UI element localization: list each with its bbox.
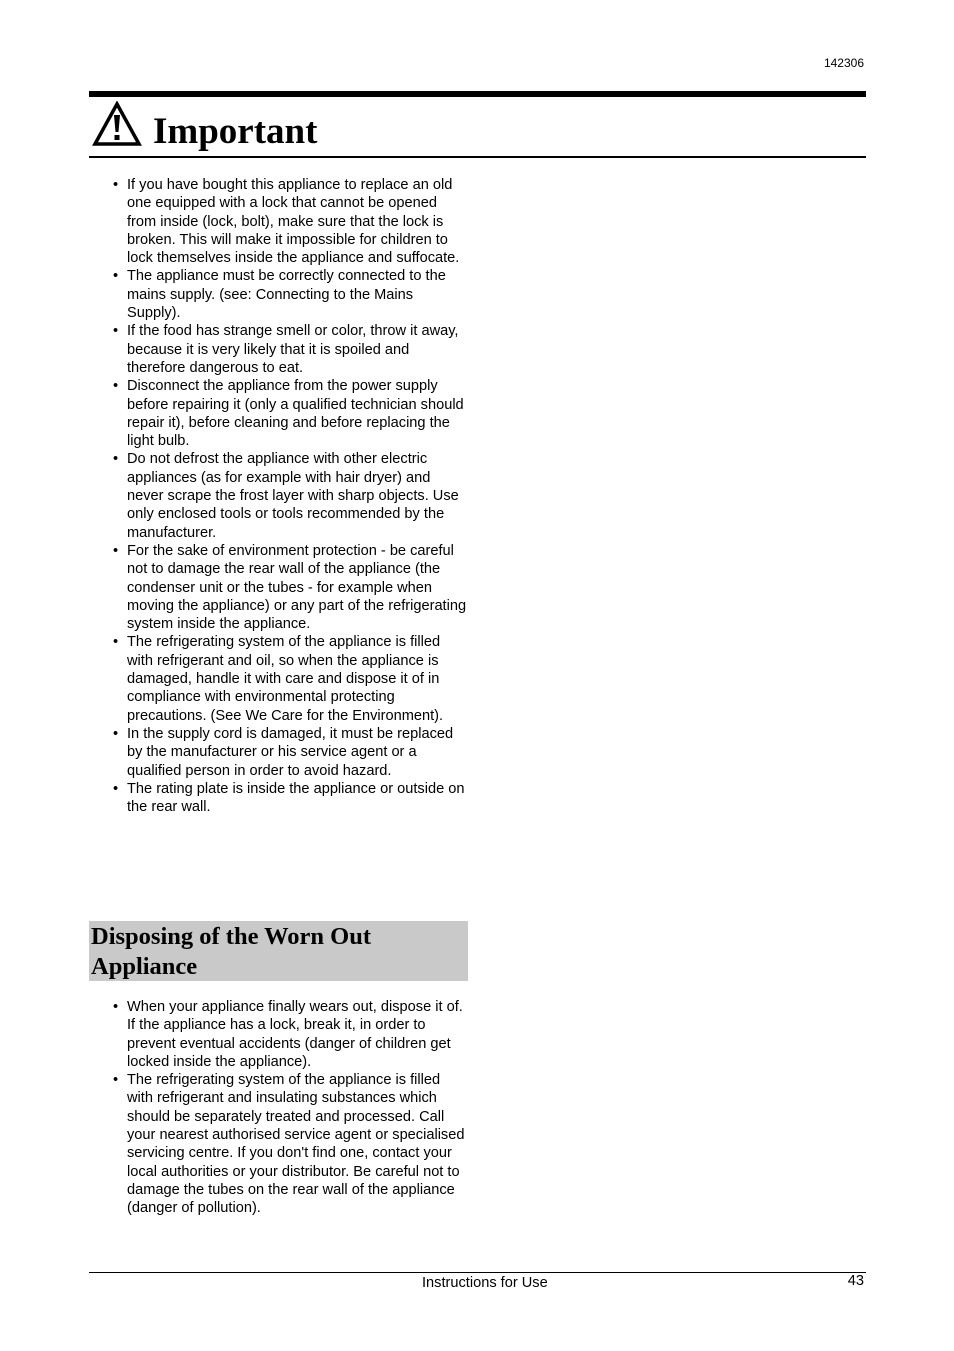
warning-triangle-icon bbox=[92, 101, 142, 147]
disposing-list bbox=[89, 998, 469, 1218]
disposing-section-header bbox=[89, 921, 468, 981]
list-item: • Disconnect the appliance from the power supply before repairing it (only a qualified technician should repair it), before cleaning and before replacing the light bulb. bbox=[89, 377, 469, 450]
important-list bbox=[89, 176, 469, 816]
list-item: • When your appliance finally wears out, dispose it of. If the appliance has a lock, break it, in order to prevent eventual accidents (danger of children get locked inside the appliance). bbox=[89, 998, 469, 1071]
list-item: • For the sake of environment protection - be careful not to damage the rear wall of the appliance (the condenser unit or the tubes - for example when moving the appliance) or any part of the refrigerating system inside the appliance. bbox=[89, 542, 469, 633]
footer-title: Instructions for Use bbox=[422, 1275, 548, 1291]
important-list-column bbox=[89, 176, 469, 816]
list-item: • The appliance must be correctly connected to the mains supply. (see: Connecting to the Mains Supply). bbox=[89, 267, 469, 322]
disposing-list-column bbox=[89, 998, 469, 1218]
document-code: 142306 bbox=[823, 56, 864, 70]
important-heading bbox=[89, 97, 866, 158]
list-item: • In the supply cord is damaged, it must be replaced by the manufacturer or his service agent or a qualified person in order to avoid hazard. bbox=[89, 725, 469, 780]
section-title: Disposing of the Worn Out Appliance bbox=[91, 923, 371, 980]
list-item: • If the food has strange smell or color, throw it away, because it is very likely that it is spoiled and therefore dangerous to eat. bbox=[89, 322, 469, 377]
list-item: • If you have bought this appliance to replace an old one equipped with a lock that cannot be opened from inside (lock, bolt), make sure that the lock is broken. This will make it impossible for children to lock themselves inside the appliance and suffocate. bbox=[89, 176, 469, 267]
list-item: • The rating plate is inside the appliance or outside on the rear wall. bbox=[89, 780, 469, 817]
list-item: • Do not defrost the appliance with other electric appliances (as for example with hair dryer) and never scrape the frost layer with sharp objects. Use only enclosed tools or tools recommended by the manufacturer. bbox=[89, 450, 469, 541]
page-number: 43 bbox=[847, 1273, 864, 1289]
footer-rule bbox=[89, 1272, 866, 1273]
list-item: • The refrigerating system of the appliance is filled with refrigerant and oil, so when the appliance is damaged, handle it with care and dispose it of in compliance with environmental protecting precautions. (See We Care for the Environment). bbox=[89, 633, 469, 724]
list-item: • The refrigerating system of the appliance is filled with refrigerant and insulating substances which should be separately treated and processed. Call your nearest authorised service agent or specialised servicing centre. If you don't find one, contact your local authorities or your distributor. Be careful not to damage the tubes on the rear wall of the appliance (danger of pollution). bbox=[89, 1071, 469, 1217]
page-title: Important bbox=[153, 111, 318, 152]
